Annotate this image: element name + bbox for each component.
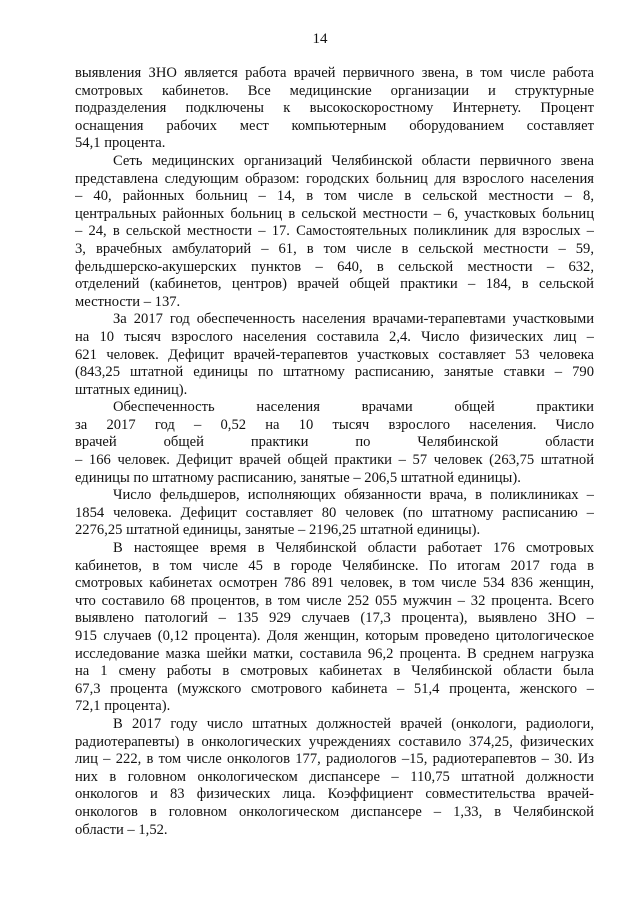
text-line: За 2017 год обеспеченность населения врачами-терапевтами участковыми [113, 311, 594, 328]
text-line: смотровых кабинетах осмотрен 786 891 человек, в том числе 534 836 женщин, [75, 575, 594, 592]
text-line: представлена следующим образом: городских больниц для взрослого населения [75, 170, 594, 187]
text-line: Обеспеченность населения врачами общей практики [113, 399, 594, 416]
paragraph [75, 716, 594, 839]
document-body [75, 65, 594, 839]
text-line: подразделения подключены к высокоскоростному Интернету. Процент [75, 100, 594, 117]
text-line: 915 случаев (0,12 процента). Доля женщин, которым проведено цитологическое [75, 628, 594, 644]
text-line: 1854 человека. Дефицит составляет 80 человек (по штатному расписанию – [75, 504, 594, 521]
text-line: на 10 тысяч взрослого населения составила 2,4. Число физических лиц – [75, 328, 594, 345]
text-line: них в головном онкологическом диспансере – 110,75 штатной должности [75, 768, 594, 785]
paragraph [75, 487, 594, 540]
text-line: отделений (кабинетов, центров) врачей общей практики – 184, в сельской [75, 276, 594, 293]
text-line: радиотерапевты) в онкологических учреждениях составило 374,25, физических [75, 733, 594, 750]
text-line: 3, врачебных амбулаторий – 61, в том числе в сельской местности – 59, [75, 240, 594, 257]
text-line: за 2017 год – 0,52 на 10 тысяч взрослого населения. Число [75, 416, 594, 433]
text-line: Число фельдшеров, исполняющих обязанности врача, в поликлиниках – [113, 487, 594, 504]
text-line: – 166 человек. Дефицит врачей общей практики – 57 человек (263,75 штатной [75, 452, 594, 469]
text-line: центральных районных больниц в сельской местности – 6, участковых больниц [75, 205, 594, 222]
text-line: (843,25 штатной единицы по штатному расписанию, занятые ставки – 790 [75, 364, 594, 381]
page-number: 14 [312, 31, 328, 47]
text-line: врачей общей практики по Челябинской области [75, 434, 594, 451]
text-line: области – 1,52. [75, 821, 168, 838]
text-line: местности – 137. [75, 293, 181, 310]
text-line: – 40, районных больниц – 14, в том числе в сельской местности – 8, [75, 188, 594, 205]
text-line: штатных единиц). [75, 381, 188, 398]
text-line: В настоящее время в Челябинской области работает 176 смотровых [113, 540, 594, 557]
text-line: 72,1 процента). [75, 698, 171, 715]
text-line: онкологов и 83 физических лица. Коэффициент совместительства врачей- [75, 786, 594, 803]
text-line: единицы по штатному расписанию, занятые – 206,5 штатной единицы). [75, 469, 521, 486]
paragraph [75, 399, 594, 487]
text-line: лиц – 222, в том числе онкологов 177, радиологов –15, радиотерапевтов – 30. Из [75, 751, 594, 768]
text-line: – 24, в сельской местности – 17. Самостоятельных поликлиник для взрослых – [75, 223, 594, 240]
text-line: выявления ЗНО является работа врачей первичного звена, в том числе работа [75, 65, 594, 81]
paragraph [75, 65, 594, 153]
paragraph [75, 153, 594, 311]
text-line: 67,3 процента (мужского смотрового кабинета – 51,4 процента, женского – [75, 680, 594, 697]
text-line: что составило 68 процентов, в том числе 252 055 мужчин – 32 процента. Всего [75, 592, 594, 609]
paragraph [75, 540, 594, 716]
text-line: фельдшерско-акушерских пунктов – 640, в сельской местности – 632, [75, 258, 594, 275]
text-line: кабинетов, в том числе 45 в городе Челябинске. По итогам 2017 года в [75, 557, 594, 574]
text-line: исследование мазка шейки матки, составила 96,2 процента. В среднем нагрузка [75, 645, 594, 662]
paragraph [75, 311, 594, 399]
text-line: смотровых кабинетов. Все медицинские организации и структурные [75, 82, 594, 99]
text-line: Сеть медицинских организаций Челябинской области первичного звена [113, 152, 594, 169]
text-line: онкологов в головном онкологическом диспансере – 1,33, в Челябинской [75, 803, 594, 820]
text-line: 2276,25 штатной единицы, занятые – 2196,25 штатной единицы). [75, 522, 481, 539]
text-line: оснащения рабочих мест компьютерным оборудованием составляет [75, 117, 594, 134]
text-line: 54,1 процента. [75, 135, 166, 152]
text-line: В 2017 году число штатных должностей врачей (онкологи, радиологи, [113, 715, 594, 732]
text-line: 621 человек. Дефицит врачей-терапевтов участковых составляет 53 человека [75, 346, 594, 363]
text-line: на 1 смену работы в смотровых кабинетах в Челябинской области была [75, 663, 594, 680]
text-line: выявлено патологий – 135 929 случаев (17,3 процента), выявлено ЗНО – [75, 610, 594, 627]
